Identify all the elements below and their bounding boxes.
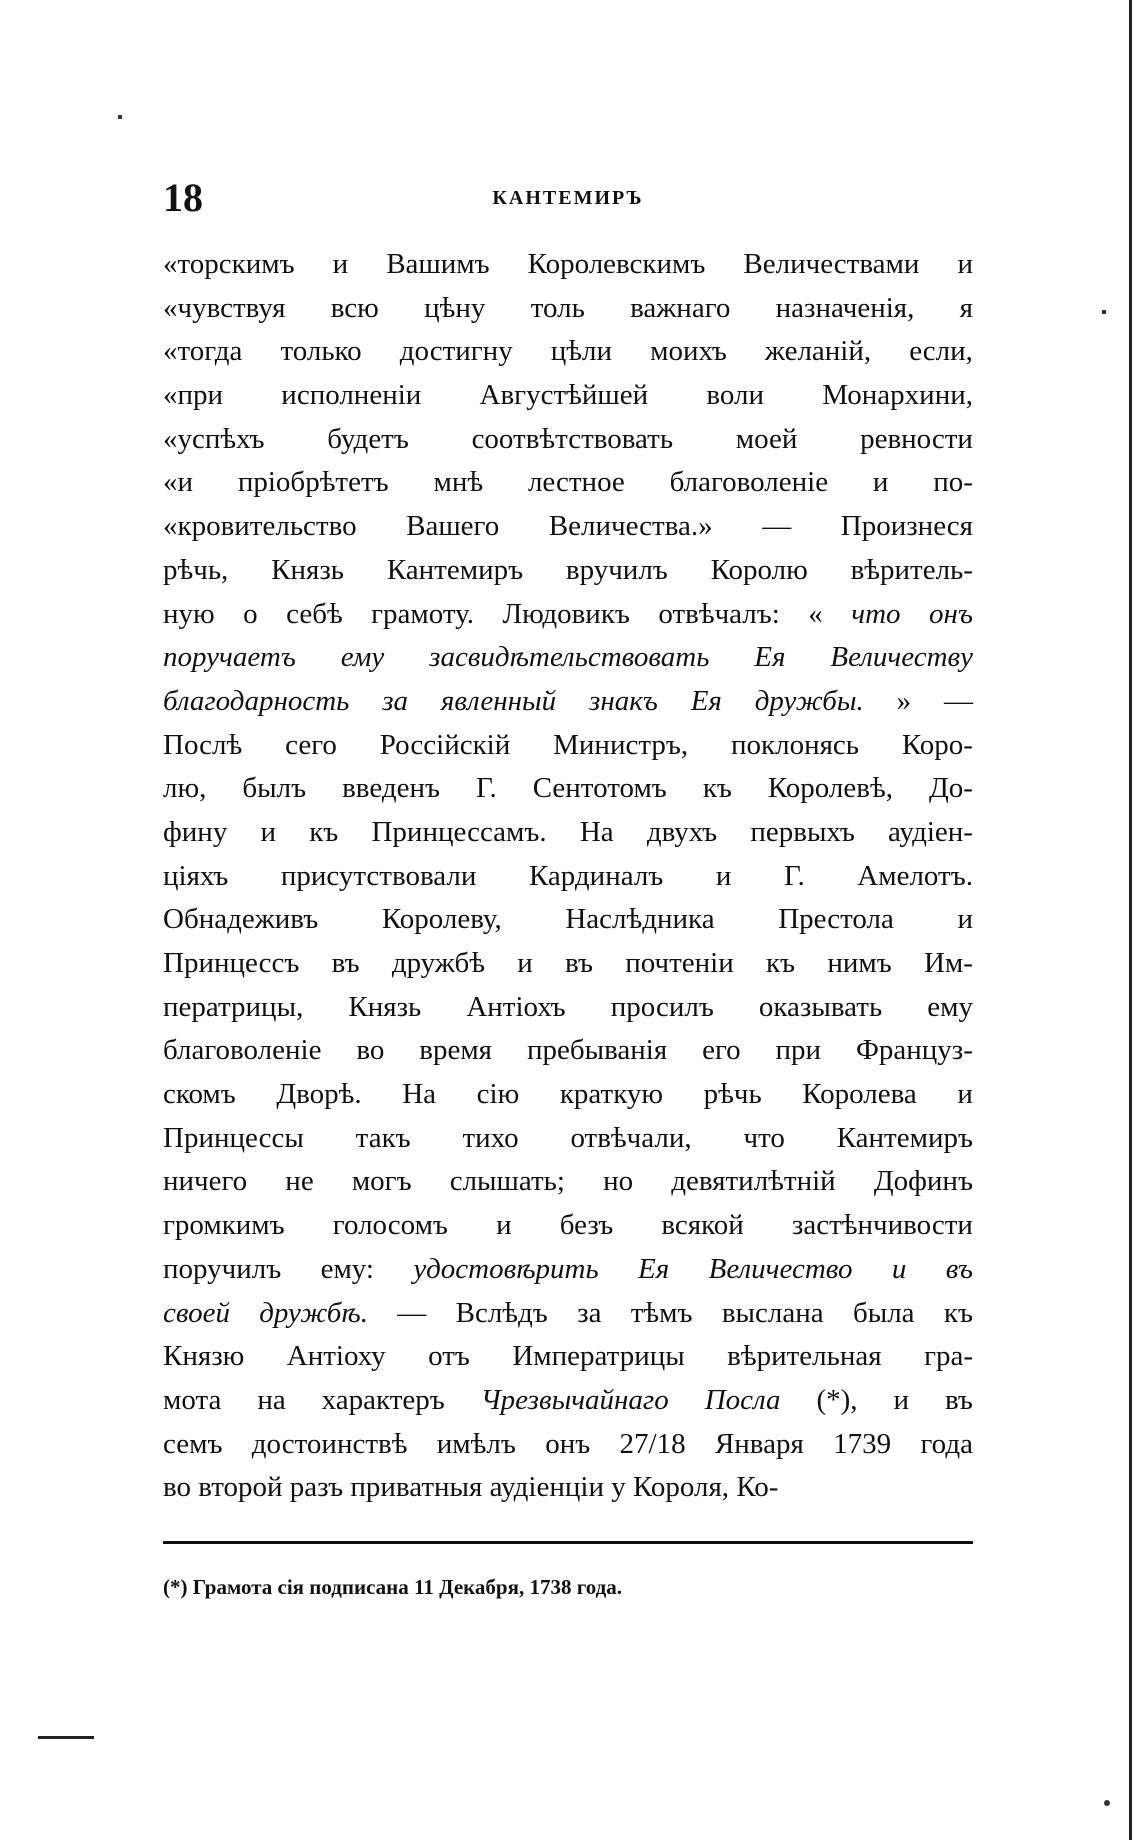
text-line bbox=[163, 986, 973, 1030]
word: цѣли bbox=[550, 335, 613, 368]
word: застѣнчивости bbox=[791, 1209, 973, 1242]
word: аудіен- bbox=[888, 815, 973, 848]
italic-word: онъ bbox=[928, 597, 973, 630]
word: Амелотъ. bbox=[857, 859, 973, 892]
word: не bbox=[285, 1165, 314, 1198]
text-line bbox=[163, 243, 973, 287]
word: мнѣ bbox=[433, 466, 484, 499]
word: Королеву, bbox=[381, 903, 502, 936]
word: девятилѣтній bbox=[671, 1165, 836, 1198]
word: «успѣхъ bbox=[163, 422, 265, 455]
word: (*), bbox=[816, 1383, 858, 1416]
word: Кантемиръ bbox=[386, 553, 524, 586]
word: «кровительство bbox=[163, 510, 357, 543]
text-line bbox=[163, 811, 973, 855]
word: оказывать bbox=[758, 990, 883, 1023]
word: я bbox=[959, 291, 973, 324]
text-line bbox=[163, 374, 973, 418]
word: Антіохъ bbox=[466, 990, 566, 1023]
margin-mark bbox=[38, 1736, 94, 1739]
word: Величества.» bbox=[548, 510, 713, 543]
word: моихъ bbox=[650, 335, 727, 368]
word: Г. bbox=[475, 772, 497, 805]
footnote: (*) Грамота сія подписана 11 Декабря, 1738 года. bbox=[163, 1575, 623, 1599]
word: почтеніи bbox=[625, 947, 734, 979]
word: и bbox=[517, 947, 533, 979]
word: ціяхъ bbox=[163, 859, 229, 892]
word: тихо bbox=[462, 1121, 519, 1154]
word: голосомъ bbox=[332, 1209, 448, 1242]
word: грамоту. bbox=[371, 597, 475, 630]
word: въ bbox=[331, 947, 360, 979]
word: Королевѣ, bbox=[767, 772, 893, 805]
word: и bbox=[872, 466, 889, 499]
footnote-rule bbox=[163, 1541, 973, 1544]
word: Монархини, bbox=[822, 379, 973, 412]
text-line bbox=[163, 1073, 973, 1117]
italic-word: что bbox=[851, 597, 901, 630]
word: пріобрѣтетъ bbox=[237, 466, 389, 499]
word: себѣ bbox=[286, 597, 343, 630]
word: будетъ bbox=[327, 422, 409, 455]
word: къ bbox=[943, 1296, 973, 1329]
word: сію bbox=[476, 1078, 520, 1111]
word: Кантемиръ bbox=[836, 1121, 973, 1154]
word: Министръ, bbox=[553, 728, 689, 761]
word: была bbox=[852, 1296, 915, 1329]
word: отвѣчали, bbox=[570, 1121, 692, 1154]
word: Января bbox=[714, 1427, 804, 1460]
text-line bbox=[163, 461, 973, 505]
word: и bbox=[332, 248, 349, 280]
text-line bbox=[163, 593, 973, 637]
text-line bbox=[163, 1204, 973, 1248]
word: всю bbox=[330, 291, 379, 324]
word: — bbox=[944, 684, 973, 717]
word: характеръ bbox=[321, 1383, 445, 1416]
word: скомъ bbox=[163, 1078, 236, 1111]
word: отвѣчалъ: bbox=[658, 597, 780, 630]
text-line bbox=[163, 1335, 973, 1379]
text-line bbox=[163, 1379, 973, 1423]
word: Престола bbox=[778, 903, 894, 936]
italic-word: Ея bbox=[638, 1252, 670, 1285]
text-line bbox=[163, 724, 973, 768]
word: ператрицы, bbox=[163, 990, 304, 1023]
italic-word: за bbox=[382, 684, 409, 717]
word: Императрицы bbox=[512, 1340, 685, 1373]
word: «и bbox=[163, 466, 194, 499]
word: Кардиналъ bbox=[528, 859, 664, 892]
word: поклонясь bbox=[730, 728, 860, 761]
word: Сентотомъ bbox=[532, 772, 667, 805]
word: Августѣйшей bbox=[479, 379, 649, 412]
word: « bbox=[808, 597, 823, 630]
word: вѣрительная bbox=[727, 1340, 882, 1373]
italic-word: Величеству bbox=[830, 641, 973, 674]
word: если, bbox=[909, 335, 973, 368]
word: лю, bbox=[163, 772, 207, 805]
word: Г. bbox=[783, 859, 805, 892]
word: выслана bbox=[721, 1296, 824, 1329]
word: Вашего bbox=[406, 510, 500, 543]
word: На bbox=[402, 1078, 437, 1111]
word: Вашимъ bbox=[386, 248, 490, 280]
word: присутствовали bbox=[280, 859, 477, 892]
word: «тогда bbox=[163, 335, 243, 368]
word: Коро- bbox=[901, 728, 973, 761]
word: отъ bbox=[428, 1340, 470, 1373]
italic-word: ему bbox=[340, 641, 385, 674]
word: краткую bbox=[559, 1078, 664, 1111]
word: къ bbox=[765, 947, 796, 979]
word: толь bbox=[530, 291, 585, 324]
word: его bbox=[702, 1034, 741, 1067]
word: и bbox=[496, 1209, 512, 1242]
italic-word: Чрезвычайнаго bbox=[480, 1383, 669, 1416]
italic-word: Посла bbox=[704, 1383, 781, 1416]
italic-word: поручаетъ bbox=[163, 641, 296, 674]
word: и bbox=[893, 1383, 909, 1416]
italic-word: дружбы. bbox=[754, 684, 864, 717]
text-line bbox=[163, 1423, 973, 1467]
italic-word: Ея bbox=[754, 641, 786, 674]
word: моей bbox=[735, 422, 798, 455]
italic-word: Величество bbox=[708, 1252, 853, 1285]
word: и bbox=[260, 815, 277, 848]
word: Принцессы bbox=[163, 1121, 304, 1154]
word: Короля, bbox=[632, 1471, 737, 1504]
word: Им- bbox=[923, 947, 973, 979]
word: семъ bbox=[163, 1427, 223, 1460]
italic-word: своей bbox=[163, 1296, 230, 1329]
italic-word: благодарность bbox=[163, 684, 350, 717]
word: рѣчь bbox=[703, 1078, 762, 1111]
word: и bbox=[957, 1078, 973, 1111]
word: во bbox=[163, 1471, 199, 1504]
word: аудіенціи bbox=[489, 1471, 612, 1504]
word: въ bbox=[944, 1383, 973, 1416]
word: безъ bbox=[559, 1209, 614, 1242]
word: фину bbox=[163, 815, 228, 848]
word: года bbox=[920, 1427, 973, 1460]
word: Произнеся bbox=[840, 510, 973, 543]
running-title: КАНТЕМИРЪ bbox=[492, 187, 644, 209]
word: дружбѣ bbox=[391, 947, 485, 979]
word: къ bbox=[702, 772, 732, 805]
word: въ bbox=[565, 947, 593, 979]
paper-speck bbox=[118, 115, 122, 119]
word: гра- bbox=[924, 1340, 973, 1373]
word: Князь bbox=[271, 553, 345, 586]
word: что bbox=[743, 1121, 785, 1154]
word: Королю bbox=[710, 553, 808, 586]
word: приватныя bbox=[350, 1471, 490, 1504]
word: назначенія, bbox=[775, 291, 915, 324]
text-line bbox=[163, 898, 973, 942]
word: лестное bbox=[527, 466, 625, 499]
word: важнаго bbox=[630, 291, 731, 324]
word: всякой bbox=[661, 1209, 744, 1242]
body-text bbox=[163, 243, 973, 1510]
word: Дворѣ. bbox=[276, 1078, 362, 1111]
word: первыхъ bbox=[750, 815, 855, 848]
text-line bbox=[163, 330, 973, 374]
word: «чувствуя bbox=[163, 291, 286, 324]
word: достигну bbox=[399, 335, 513, 368]
page-edge-shadow bbox=[1129, 0, 1132, 1840]
text-line bbox=[163, 767, 973, 811]
word: Князю bbox=[163, 1340, 245, 1373]
text-line bbox=[163, 1029, 973, 1073]
word: Принцессамъ. bbox=[371, 815, 547, 848]
word: къ bbox=[309, 815, 339, 848]
word: Вслѣдъ bbox=[455, 1296, 548, 1329]
word: во bbox=[356, 1034, 385, 1067]
word: и bbox=[957, 248, 973, 280]
word: вручилъ bbox=[565, 553, 668, 586]
text-line bbox=[163, 680, 973, 724]
word: воли bbox=[706, 379, 764, 412]
italic-word: и bbox=[891, 1252, 907, 1285]
word: и bbox=[957, 903, 973, 936]
word: у bbox=[611, 1471, 633, 1504]
word: На bbox=[579, 815, 614, 848]
text-line bbox=[163, 1117, 973, 1161]
word: — bbox=[397, 1296, 427, 1329]
word: ему bbox=[927, 990, 973, 1023]
word: тѣмъ bbox=[630, 1296, 693, 1329]
word: былъ bbox=[242, 772, 307, 805]
word: благоволеніе bbox=[163, 1034, 322, 1067]
word: До- bbox=[928, 772, 973, 805]
word: Дофинъ bbox=[873, 1165, 973, 1198]
word: рѣчь, bbox=[163, 553, 229, 586]
word: имѣлъ bbox=[436, 1427, 516, 1460]
word: вѣритель- bbox=[850, 553, 973, 586]
italic-word: явленный bbox=[440, 684, 557, 717]
word: Величествами bbox=[743, 248, 920, 280]
word: исполненіи bbox=[281, 379, 422, 412]
word: цѣну bbox=[424, 291, 486, 324]
text-line bbox=[163, 505, 973, 549]
word: ему: bbox=[320, 1252, 374, 1285]
paper-speck bbox=[1104, 1800, 1110, 1806]
word: нимъ bbox=[827, 947, 892, 979]
word: поручилъ bbox=[163, 1252, 282, 1285]
text-line bbox=[163, 636, 973, 680]
word: благоволеніе bbox=[669, 466, 829, 499]
text-line bbox=[163, 549, 973, 593]
word: — bbox=[762, 510, 792, 543]
text-line bbox=[163, 1292, 973, 1336]
word: Королевскимъ bbox=[527, 248, 706, 280]
italic-word: удостовѣрить bbox=[413, 1252, 599, 1285]
word: Людовикъ bbox=[502, 597, 630, 630]
text-line bbox=[163, 1160, 973, 1204]
word: разъ bbox=[289, 1471, 351, 1504]
page-number: 18 bbox=[163, 175, 203, 220]
word: «торскимъ bbox=[163, 248, 295, 280]
word: 27/18 bbox=[619, 1427, 686, 1460]
word: Антіоху bbox=[286, 1340, 386, 1373]
word: соотвѣтствовать bbox=[471, 422, 674, 455]
word: за bbox=[577, 1296, 602, 1329]
word: ревности bbox=[860, 422, 973, 455]
word: ничего bbox=[163, 1165, 248, 1198]
word: желаній, bbox=[764, 335, 872, 368]
text-line bbox=[163, 1248, 973, 1292]
word: могъ bbox=[351, 1165, 412, 1198]
italic-word: засвидѣтельствовать bbox=[429, 641, 710, 674]
word: сего bbox=[285, 728, 337, 761]
word: но bbox=[603, 1165, 634, 1198]
italic-word: Ея bbox=[690, 684, 722, 717]
word: двухъ bbox=[646, 815, 718, 848]
italic-word: знакъ bbox=[589, 684, 658, 717]
word: Королева bbox=[802, 1078, 917, 1111]
word: Наслѣдника bbox=[565, 903, 715, 936]
word: по- bbox=[933, 466, 973, 499]
word: второй bbox=[198, 1471, 290, 1504]
word: Ко- bbox=[736, 1471, 779, 1504]
word: только bbox=[280, 335, 362, 368]
word: введенъ bbox=[342, 772, 440, 805]
word: такъ bbox=[355, 1121, 411, 1154]
word: слышать; bbox=[449, 1165, 565, 1198]
word: о bbox=[243, 597, 258, 630]
word: громкимъ bbox=[163, 1209, 285, 1242]
italic-word: дружбѣ. bbox=[259, 1296, 368, 1329]
word: Принцессъ bbox=[163, 947, 300, 979]
word: на bbox=[257, 1383, 286, 1416]
word: и bbox=[715, 859, 732, 892]
italic-word: въ bbox=[945, 1252, 973, 1285]
word: 1739 bbox=[833, 1427, 892, 1460]
word: время bbox=[419, 1034, 493, 1067]
word: мота bbox=[163, 1383, 222, 1416]
word: просилъ bbox=[610, 990, 714, 1023]
word: пребыванія bbox=[526, 1034, 668, 1067]
text-line bbox=[163, 287, 973, 331]
word: достоинствѣ bbox=[251, 1427, 408, 1460]
word: Россійскій bbox=[379, 728, 511, 761]
word: Обнадеживъ bbox=[163, 903, 319, 936]
text-line bbox=[163, 418, 973, 462]
word: «при bbox=[163, 379, 224, 412]
word: Послѣ bbox=[163, 728, 243, 761]
word: ную bbox=[163, 597, 215, 630]
word: Француз- bbox=[855, 1034, 973, 1067]
text-line bbox=[163, 1466, 973, 1510]
text-line bbox=[163, 942, 973, 986]
page-header bbox=[163, 175, 973, 221]
word: » bbox=[896, 684, 912, 717]
word: Князь bbox=[348, 990, 422, 1023]
paper-speck bbox=[1102, 310, 1106, 314]
word: онъ bbox=[545, 1427, 591, 1460]
text-line bbox=[163, 855, 973, 899]
word: при bbox=[775, 1034, 822, 1067]
